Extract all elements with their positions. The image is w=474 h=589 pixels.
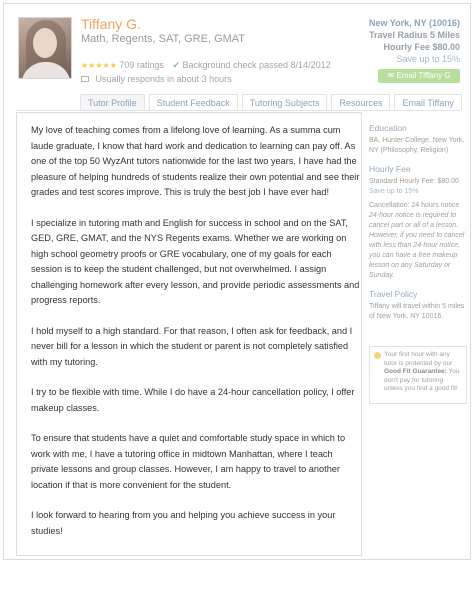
good-fit-guarantee: Your first hour with any tutor is protected by our Good Fit Guarantee: You don't pay for tutoring unless you find a good fit! (369, 346, 467, 404)
tab-tutoring-subjects[interactable]: Tutoring Subjects (242, 94, 328, 110)
fee-save: Save up to 15% (369, 188, 419, 195)
tab-resources[interactable]: Resources (331, 94, 390, 110)
profile-header (4, 4, 470, 92)
guarantee-bold: Good Fit Guarantee: (384, 368, 447, 375)
tutor-subjects: Math, Regents, SAT, GRE, GMAT (81, 33, 246, 45)
cancellation-note: 24-hour notice is required to cancel part or all of a lesson. However, if you need to cancel with less than 24-hour notice, you can have a free makeup lesson on any Saturday or Sunday. (369, 212, 465, 279)
education-title: Education (369, 123, 407, 133)
travel-section (369, 289, 467, 322)
tab-tutor-profile[interactable]: Tutor Profile (80, 94, 145, 110)
travel-title: Travel Policy (369, 289, 418, 299)
education-section (369, 123, 467, 156)
rating-row (81, 60, 331, 71)
bio-paragraph: I try to be flexible with time. While I do have a 24-hour cancellation policy, I offer makeup classes. (31, 387, 355, 413)
tab-divider (16, 110, 460, 111)
checkmark-icon: ✔ (172, 60, 180, 70)
education-text: BA, Hunter College, New York, NY (Philosophy, Religion) (369, 137, 465, 154)
ratings-count[interactable]: 709 ratings (119, 60, 164, 70)
hourly-fee: Hourly Fee $80.00 (383, 42, 460, 52)
avatar[interactable] (18, 17, 72, 79)
bio-text (31, 123, 361, 554)
response-time-row (81, 74, 232, 84)
tutor-profile-card (3, 3, 471, 560)
travel-text: Tiffany will travel within 5 miles of New York, NY 10016. (369, 303, 465, 320)
envelope-icon (81, 76, 89, 82)
star-rating-icon: ★★★★★ (81, 61, 117, 70)
guarantee-badge-icon (374, 352, 381, 359)
fee-title: Hourly Fee (369, 164, 411, 174)
tab-student-feedback[interactable]: Student Feedback (149, 94, 238, 110)
email-tutor-button[interactable]: ✉ Email Tiffany G (378, 69, 460, 83)
tutor-city: New York, NY (10016) (368, 18, 460, 28)
envelope-icon: ✉ (387, 71, 397, 80)
response-time: Usually responds in about 3 hours (95, 74, 232, 84)
location-summary (369, 17, 460, 65)
tutor-name[interactable]: Tiffany G. (81, 16, 141, 32)
bio-panel (16, 112, 362, 556)
bio-paragraph: I hold myself to a high standard. For that reason, I often ask for feedback, and I never bill for a lesson in which the student or parent is not completely satisfied with my tutoring. (31, 325, 353, 367)
bio-paragraph: I specialize in tutoring math and English for success in school and on the SAT, GED, GRE, GMAT, and the NYS Regents exams. Whether we are working on high school geometry proofs or GRE vocabulary, one of my goals for each session is to keep the student challenged, but not overwhelmed. I assign challenging homework after every lesson, and provide periodic assessments and progress reports. (31, 217, 360, 305)
background-check: Background check passed 8/14/2012 (182, 60, 331, 70)
save-note: Save up to 15% (396, 54, 460, 64)
profile-sidebar (369, 123, 467, 330)
travel-radius: Travel Radius 5 Miles (368, 30, 460, 40)
fee-section (369, 164, 467, 281)
bio-paragraph: My love of teaching comes from a lifelong love of learning. As a summa cum laude graduate, I know that hard work and dedication to learning can pay off. As one of the top 50 WyzAnt tutors nationwide for the last two years, I have had the pleasure of helping hundreds of students realize their own potential and see their grades and test scores improve. This is truly the best job I have ever had! (31, 125, 360, 197)
cancellation-label: Cancellation: 24 hours notice (369, 202, 460, 209)
fee-standard: Standard Hourly Fee: $80.00 (369, 178, 459, 185)
tab-email-tiffany[interactable]: Email Tiffany (394, 94, 461, 110)
bio-paragraph: To ensure that students have a quiet and comfortable study space in which to work with me, I have a tutoring office in midtown Manhattan, where I teach private lessons and group classes. However, I am happy to travel to another location if that is more convenient for the student. (31, 433, 346, 490)
bio-paragraph: I look forward to hearing from you and helping you achieve success in your studies! (31, 510, 336, 536)
profile-tabs (80, 94, 462, 110)
